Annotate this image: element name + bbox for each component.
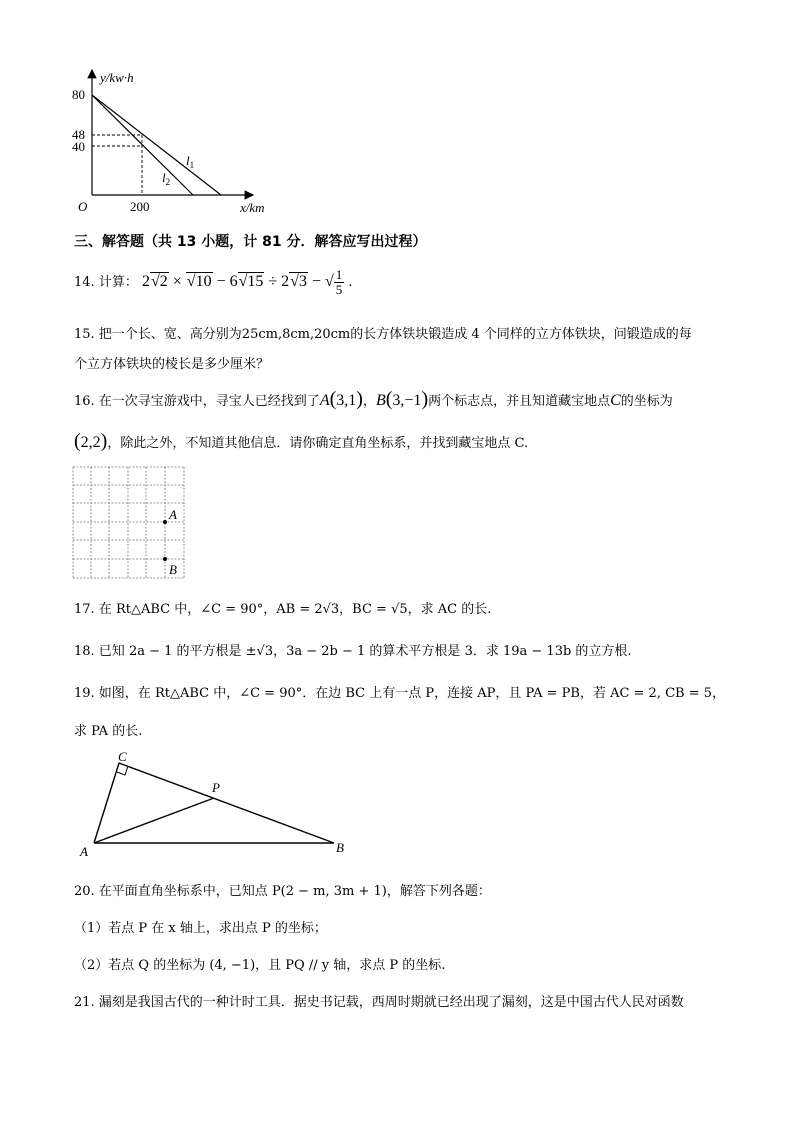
point-c-coords: (2,2) [74, 430, 108, 452]
line-l1-label: $l_1$ [186, 153, 195, 170]
question-15-line1: 15. 把一个长、宽、高分别为25cm,8cm,20cm的长方体铁块锻造成 4 个同样的立方体铁块，问锻造成的每 [74, 327, 692, 342]
point-p: P [212, 780, 220, 795]
y-tick-40: 40 [72, 139, 85, 154]
vertex-c: C [118, 749, 127, 764]
vertex-a: A [80, 844, 88, 858]
q14-number: 14. [74, 275, 95, 291]
y-tick-48: 48 [72, 127, 85, 142]
q14-expression: 2√2 × √10 − 6√15 ÷ 2√3 − √ $\frac{1}{5}$ [141, 267, 343, 297]
q14-suffix: . [348, 275, 353, 291]
point-a-label: A [169, 507, 177, 522]
q16-text-a: 16. 在一次寻宝游戏中，寻宝人已经找到了 [74, 394, 320, 409]
point-b-coords: B(3,−1) [375, 388, 429, 410]
origin-label: O [78, 199, 88, 214]
point-b [163, 557, 167, 561]
q16-text-b: 两个标志点，并且知道藏宝地点 [428, 394, 611, 409]
point-c-label: C [610, 392, 621, 409]
question-20-part1: （1）若点 P 在 x 轴上，求出点 P 的坐标； [74, 921, 327, 936]
vertex-b: B [336, 840, 344, 855]
y-tick-80: 80 [72, 87, 85, 102]
segment-ap [94, 798, 214, 843]
side-ca [94, 763, 119, 843]
q16-text-c: 的坐标为 [620, 394, 673, 409]
y-axis-label: y/kw·h [100, 70, 134, 85]
triangle-figure [76, 746, 356, 858]
side-cb [119, 763, 334, 843]
q14-prefix: 计算： [98, 275, 138, 291]
right-angle-mark [117, 766, 128, 775]
q16-sep: ， [362, 394, 376, 409]
coordinate-grid [72, 466, 186, 580]
point-a [163, 520, 167, 524]
question-14 [74, 268, 353, 297]
question-17: 17. 在 Rt△ABC 中，∠C = 90°，AB = 2√3，BC = √5，求 AC 的长. [74, 602, 492, 617]
line-l2 [92, 95, 193, 195]
question-19-line1: 19. 如图，在 Rt△ABC 中，∠C = 90°．在边 BC 上有一点 P，连接 AP，且 PA = PB，若 AC = 2, CB = 5， [74, 686, 726, 701]
question-16-line1 [74, 388, 673, 411]
question-18: 18. 已知 2a − 1 的平方根是 ±√3，3a − 2b − 1 的算术平方根是 3．求 19a − 13b 的立方根. [74, 644, 632, 659]
question-20-line1: 20. 在平面直角坐标系中，已知点 P(2 − m, 3m + 1)，解答下列各题： [74, 884, 491, 899]
section-heading: 三、解答题（共 13 小题，计 81 分．解答应写出过程） [74, 234, 427, 250]
question-19-line2: 求 PA 的长. [74, 724, 143, 739]
question-16-line2 [74, 430, 528, 453]
x-axis-label: x/km [240, 200, 265, 215]
point-b-label: B [169, 562, 177, 577]
question-15-line2: 个立方体铁块的棱长是多少厘米？ [74, 357, 270, 372]
q16-text-d: ，除此之外，不知道其他信息．请你确定直角坐标系，并找到藏宝地点 C. [107, 436, 529, 451]
line-l2-label: $l_2$ [162, 170, 171, 187]
energy-distance-graph [68, 66, 288, 218]
question-20-part2: （2）若点 Q 的坐标为 (4, −1)，且 PQ // y 轴，求点 P 的坐标. [74, 958, 446, 973]
line-l1 [92, 95, 221, 195]
x-tick-200: 200 [130, 199, 150, 214]
question-21: 21. 漏刻是我国古代的一种计时工具．据史书记载，西周时期就已经出现了漏刻，这是中国古代人民对函数 [74, 995, 684, 1010]
point-a-coords: A(3,1) [319, 388, 363, 410]
